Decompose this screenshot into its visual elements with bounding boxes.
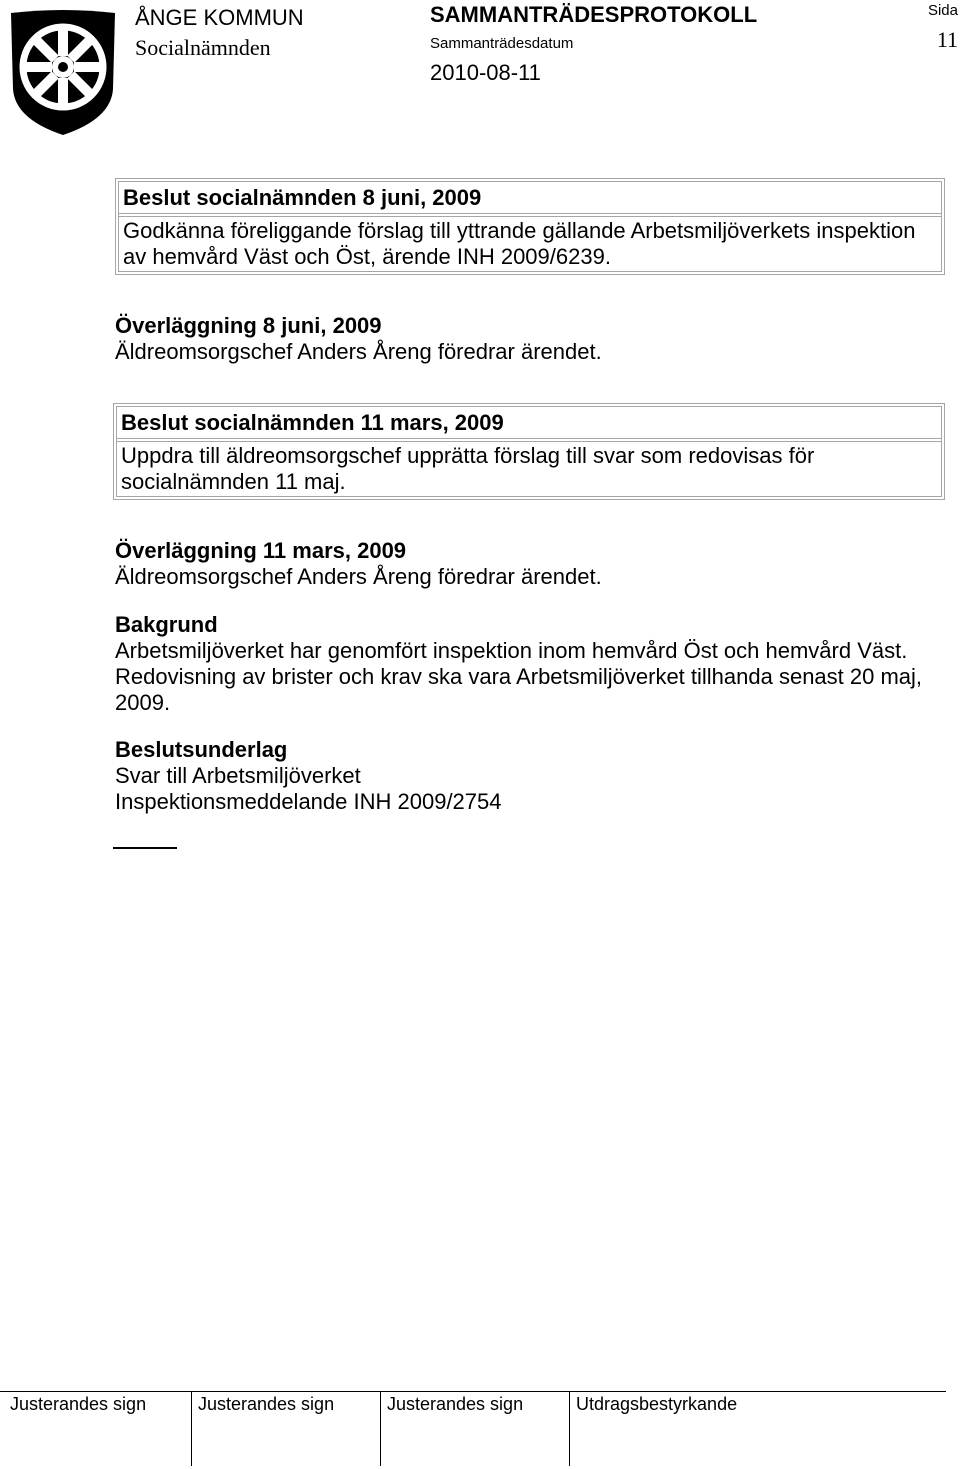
- decision-title: Beslut socialnämnden 11 mars, 2009: [117, 407, 941, 442]
- decision-title: Beslut socialnämnden 8 juni, 2009: [119, 182, 941, 217]
- decision-box-11-march: [113, 403, 945, 500]
- footer-column-divider: [569, 1391, 570, 1466]
- footer-column-divider: [191, 1391, 192, 1466]
- decision-basis-heading: Beslutsunderlag: [115, 737, 288, 762]
- coat-of-arms-wheel-icon: [7, 7, 119, 137]
- footer-certification-label: Utdragsbestyrkande: [576, 1394, 738, 1414]
- deliberation-title: Överläggning 8 juni, 2009: [115, 313, 382, 338]
- footer-signature-label: Justerandes sign: [387, 1394, 524, 1414]
- decision-body: [117, 442, 941, 496]
- deliberation-text: Äldreomsorgschef Anders Åreng föredrar ärendet.: [115, 339, 602, 364]
- page-number: 11: [936, 27, 958, 52]
- decision-basis-item: Svar till Arbetsmiljöverket: [115, 763, 361, 788]
- background-text-line: Arbetsmiljöverket har genomfört inspektion inom hemvård Öst och hemvård Väst.: [115, 638, 908, 663]
- background-text-line: Redovisning av brister och krav ska vara Arbetsmiljöverket tillhanda senast 20 maj,: [115, 664, 923, 689]
- document-type: SAMMANTRÄDESPROTOKOLL: [430, 2, 758, 27]
- decision-text-line: socialnämnden 11 maj.: [121, 469, 346, 494]
- decision-text-line: Godkänna föreliggande förslag till yttrande gällande Arbetsmiljöverkets inspektion: [123, 218, 916, 243]
- footer-column-divider: [380, 1391, 381, 1466]
- decision-text-line: Uppdra till äldreomsorgschef upprätta förslag till svar som redovisas för: [121, 443, 815, 468]
- page-label: Sida: [927, 2, 958, 19]
- decision-text-line: av hemvård Väst och Öst, ärende INH 2009/6239.: [123, 244, 611, 269]
- footer-signature-label: Justerandes sign: [198, 1394, 335, 1414]
- deliberation-title: Överläggning 11 mars, 2009: [115, 538, 407, 563]
- decision-body: [119, 217, 941, 271]
- decision-box-8-june: [115, 178, 945, 275]
- deliberation-text: Äldreomsorgschef Anders Åreng föredrar ärendet.: [115, 564, 602, 589]
- footer-signature-label: Justerandes sign: [10, 1394, 147, 1414]
- meeting-date-label: Sammanträdesdatum: [430, 35, 574, 52]
- footer-top-line: [0, 1391, 946, 1392]
- meeting-date: 2010-08-11: [430, 60, 541, 85]
- committee-name: Socialnämnden: [135, 35, 271, 60]
- section-end-rule: [113, 847, 177, 849]
- decision-basis-item: Inspektionsmeddelande INH 2009/2754: [115, 789, 502, 814]
- municipality-name: ÅNGE KOMMUN: [135, 5, 304, 30]
- background-heading: Bakgrund: [115, 612, 218, 637]
- background-text-line: 2009.: [115, 690, 171, 715]
